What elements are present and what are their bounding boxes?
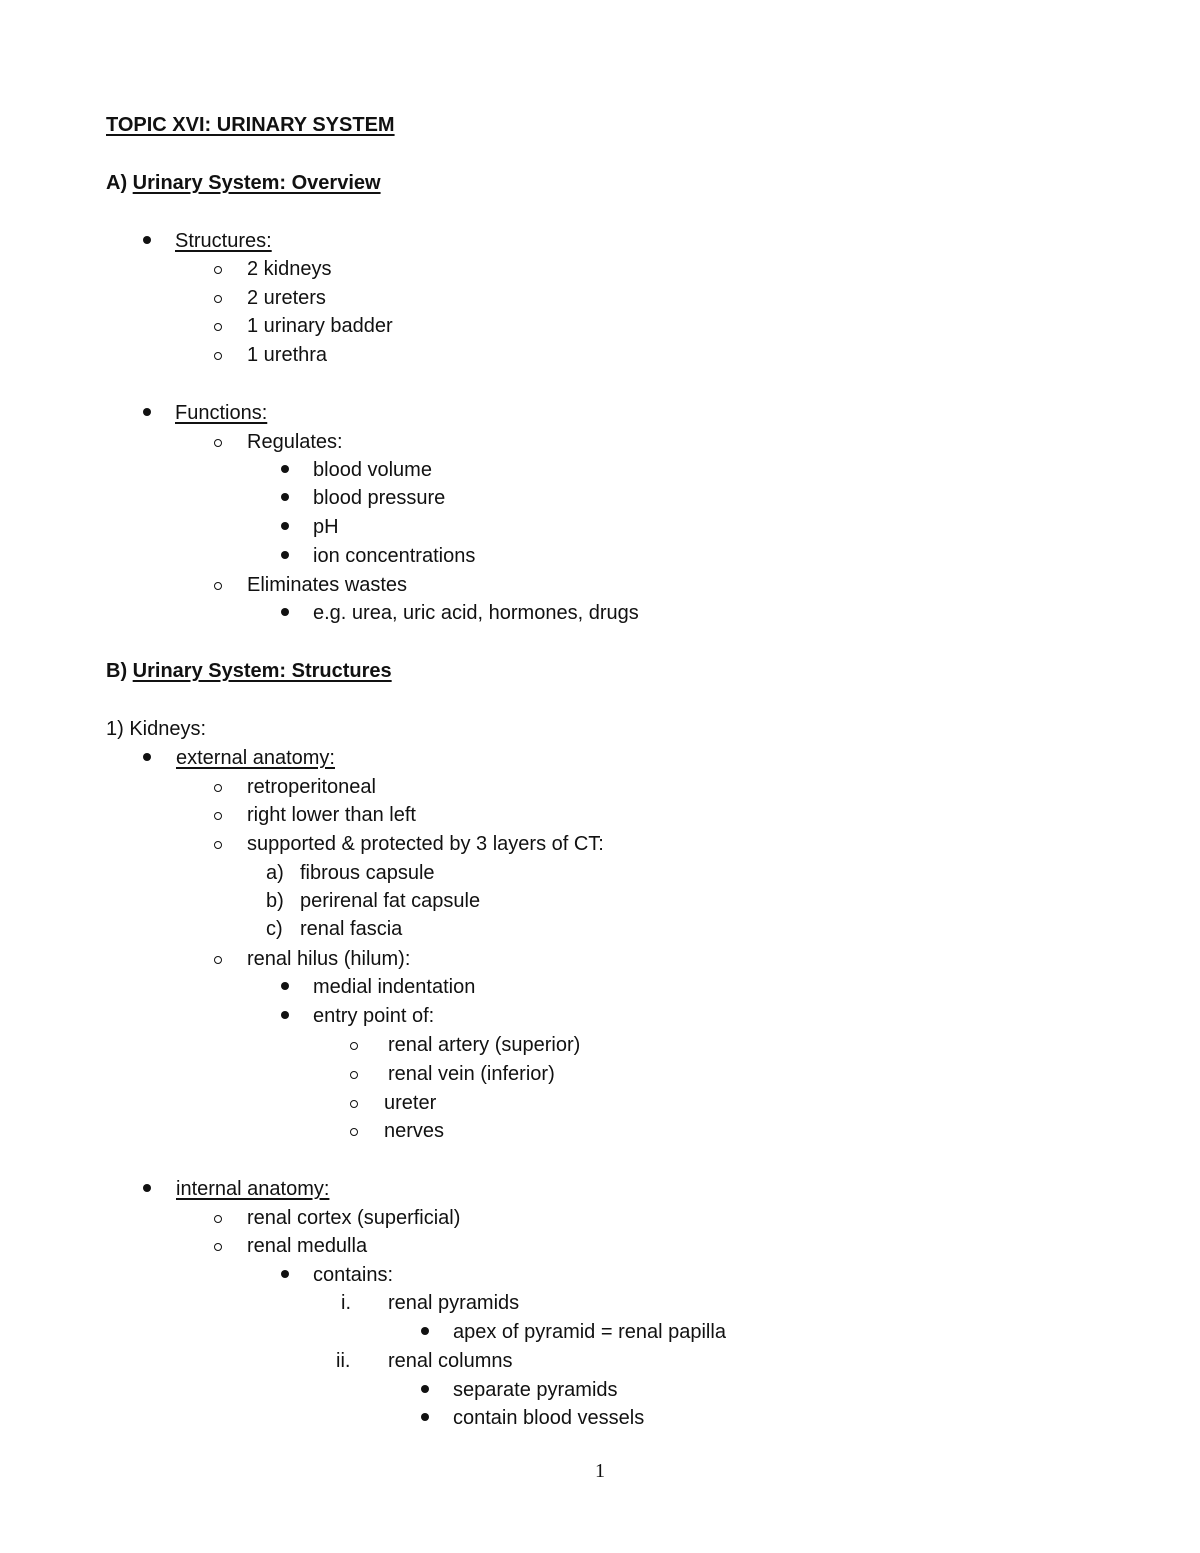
list-item: e.g. urea, uric acid, hormones, drugs bbox=[313, 602, 639, 624]
bullet-icon bbox=[281, 1011, 289, 1019]
eliminates-label: Eliminates wastes bbox=[247, 574, 408, 596]
list-item: renal vein (inferior) bbox=[388, 1063, 555, 1085]
hilus-label: renal hilus (hilum): bbox=[247, 948, 411, 970]
list-item: 1 urethra bbox=[247, 344, 328, 366]
section-a-heading bbox=[106, 170, 381, 196]
list-item: pH bbox=[313, 516, 339, 538]
list-item: renal fascia bbox=[300, 918, 403, 940]
bullet-icon bbox=[143, 753, 151, 761]
bullet-icon bbox=[281, 551, 289, 559]
circle-bullet-icon bbox=[214, 352, 222, 360]
circle-bullet-icon bbox=[350, 1042, 358, 1050]
list-marker: ii. bbox=[336, 1350, 351, 1372]
list-item: renal medulla bbox=[247, 1235, 368, 1257]
list-item: 2 kidneys bbox=[247, 258, 332, 280]
list-item: renal cortex (superficial) bbox=[247, 1207, 461, 1229]
bullet-icon bbox=[281, 608, 289, 616]
list-marker: b) bbox=[266, 890, 284, 912]
list-item: renal artery (superior) bbox=[388, 1034, 581, 1056]
list-item: right lower than left bbox=[247, 804, 416, 826]
list-item: blood volume bbox=[313, 459, 432, 481]
list-item: separate pyramids bbox=[453, 1379, 618, 1401]
list-item: ureter bbox=[384, 1092, 437, 1114]
section-a-title: Urinary System: Overview bbox=[132, 172, 381, 194]
circle-bullet-icon bbox=[214, 266, 222, 274]
bullet-icon bbox=[143, 236, 151, 244]
structures-label: Structures: bbox=[175, 230, 272, 252]
section-b-heading bbox=[106, 658, 392, 684]
circle-bullet-icon bbox=[214, 812, 222, 820]
section-b-title: Urinary System: Structures bbox=[132, 660, 392, 682]
list-item: 2 ureters bbox=[247, 287, 326, 309]
list-item: retroperitoneal bbox=[247, 776, 376, 798]
circle-bullet-icon bbox=[214, 323, 222, 331]
regulates-label: Regulates: bbox=[247, 431, 343, 453]
circle-bullet-icon bbox=[214, 1215, 222, 1223]
entry-point-label: entry point of: bbox=[313, 1005, 435, 1027]
list-marker: c) bbox=[266, 918, 283, 940]
external-anatomy-label: external anatomy: bbox=[176, 747, 335, 769]
bullet-icon bbox=[421, 1413, 429, 1421]
circle-bullet-icon bbox=[350, 1100, 358, 1108]
circle-bullet-icon bbox=[350, 1128, 358, 1136]
functions-label: Functions: bbox=[175, 402, 268, 424]
page-number: 1 bbox=[595, 1460, 605, 1482]
section-a-marker: A) bbox=[106, 172, 128, 194]
list-item: apex of pyramid = renal papilla bbox=[453, 1321, 726, 1343]
list-item: 1 urinary badder bbox=[247, 315, 393, 337]
circle-bullet-icon bbox=[214, 439, 222, 447]
list-marker: a) bbox=[266, 862, 284, 884]
internal-anatomy-label: internal anatomy: bbox=[176, 1178, 330, 1200]
bullet-icon bbox=[281, 493, 289, 501]
document-title: TOPIC XVI: URINARY SYSTEM bbox=[106, 114, 395, 136]
list-item: fibrous capsule bbox=[300, 862, 435, 884]
section-b-marker: B) bbox=[106, 660, 128, 682]
kidneys-label: 1) Kidneys: bbox=[106, 718, 207, 740]
circle-bullet-icon bbox=[214, 956, 222, 964]
list-item: nerves bbox=[384, 1120, 445, 1142]
bullet-icon bbox=[421, 1385, 429, 1393]
list-item: supported & protected by 3 layers of CT: bbox=[247, 833, 604, 855]
bullet-icon bbox=[281, 1270, 289, 1278]
list-item: contain blood vessels bbox=[453, 1407, 645, 1429]
list-item: blood pressure bbox=[313, 487, 446, 509]
circle-bullet-icon bbox=[214, 784, 222, 792]
bullet-icon bbox=[281, 982, 289, 990]
contains-label: contains: bbox=[313, 1264, 394, 1286]
bullet-icon bbox=[143, 408, 151, 416]
bullet-icon bbox=[143, 1184, 151, 1192]
circle-bullet-icon bbox=[350, 1071, 358, 1079]
circle-bullet-icon bbox=[214, 295, 222, 303]
bullet-icon bbox=[421, 1327, 429, 1335]
bullet-icon bbox=[281, 522, 289, 530]
circle-bullet-icon bbox=[214, 841, 222, 849]
list-item: ion concentrations bbox=[313, 545, 476, 567]
circle-bullet-icon bbox=[214, 582, 222, 590]
list-marker: i. bbox=[341, 1292, 351, 1314]
list-item: renal pyramids bbox=[388, 1292, 520, 1314]
bullet-icon bbox=[281, 465, 289, 473]
list-item: perirenal fat capsule bbox=[300, 890, 481, 912]
list-item: medial indentation bbox=[313, 976, 476, 998]
circle-bullet-icon bbox=[214, 1243, 222, 1251]
list-item: renal columns bbox=[388, 1350, 513, 1372]
